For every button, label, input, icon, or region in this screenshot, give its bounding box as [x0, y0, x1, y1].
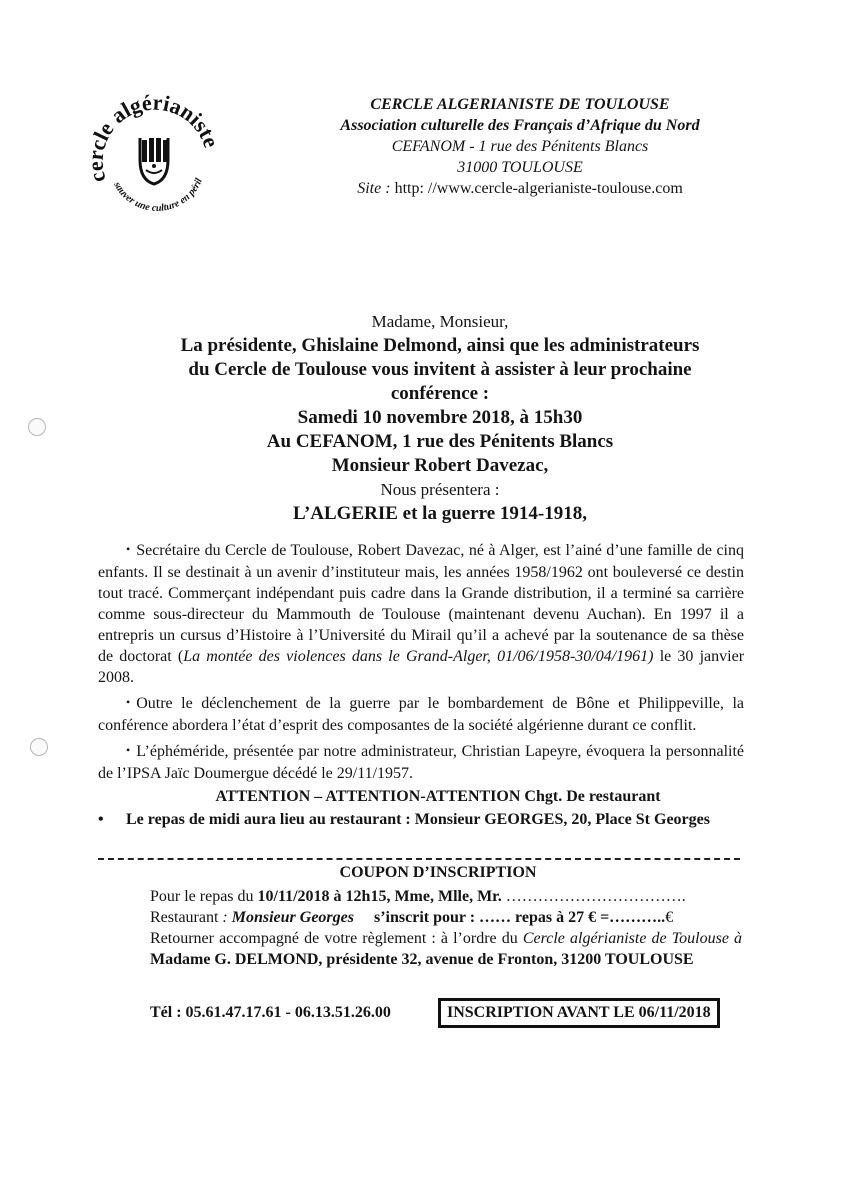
coupon-title: COUPON D’INSCRIPTION [339, 864, 537, 881]
letterhead [260, 94, 780, 199]
event-place: Au CEFANOM, 1 rue des Pénitents Blancs [266, 431, 614, 452]
bullet-icon: • [126, 743, 131, 757]
restaurant-notice-text: Le repas de midi aura lieu au restaurant : Monsieur GEORGES, 20, Place St Georges [126, 811, 710, 828]
speaker-bio-paragraph [98, 540, 744, 688]
hamsa-hand-icon [140, 138, 168, 184]
logo-arc-bottom-text: sauver une culture en péril [111, 176, 205, 215]
logo-arc-top-text: cercle algérianiste [82, 89, 225, 186]
svg-text:cercle algérianiste [82, 90, 224, 186]
restaurant-notice [98, 810, 744, 830]
website-url[interactable]: http: //www.cercle-algerianiste-toulouse.com [394, 180, 683, 197]
invitation-line-1: La présidente, Ghislaine Delmond, ainsi que les administrateurs [180, 335, 700, 356]
event-speaker: Monsieur Robert Davezac, [331, 455, 549, 476]
meal-names: Mme, Mlle, Mr. [394, 888, 502, 905]
invitation-block [120, 310, 760, 526]
event-date: Samedi 10 novembre 2018, à 15h30 [297, 407, 583, 428]
bullet-icon: • [126, 542, 131, 556]
return-instructions: Retourner accompagné de votre règlement : à l’ordre du Cercle algérianiste de Toulouse à Madame G. DELMOND, présidente 32, avenue de Fronton, 31200 TOULOUSE [150, 930, 743, 968]
phone-numbers: Tél : 05.61.47.17.61 - 06.13.51.26.00 [150, 1004, 391, 1021]
thesis-title: La montée des violences dans le Grand-Alger, 01/06/1958-30/04/1961) [183, 648, 654, 665]
meal-row: Pour le repas du 10/11/2018 à 12h15, Mme, Mlle, Mr. ……………………………. [150, 888, 686, 905]
event-topic: L’ALGERIE et la guerre 1914-1918, [293, 503, 587, 524]
bio-text: Secrétaire du Cercle de Toulouse, Robert Davezac, né à Alger, est l’ainé d’une famille de cinq enfants. Il se destinait à un avenir d’instituteur mais, les années 1958/1962 ont bouleversé ce destin tout tracé. Commerçant indépendant puis cadre dans la Grande distribution, il a terminé sa carrière comme sous-directeur du Mammouth de Toulouse (maintenant devenu Auchan). En 1997 il a entrepris un cursus d’Histoire à l’Université du Mirail qu’il a achevé par la soutenance de sa thèse de doctorat ( [98, 542, 744, 665]
bullet-icon: • [98, 811, 104, 828]
ephemeris-paragraph: • L’éphéméride, présentée par notre administrateur, Christian Lapeyre, évoquera la personnalité de l’IPSA Jaïc Doumergue décédé le 29/11/1957. [98, 743, 744, 782]
invitation-line-2: du Cercle de Toulouse vous invitent à assister à leur prochaine [188, 359, 692, 380]
restaurant-name: Monsieur Georges [231, 909, 354, 926]
restaurant-row: Restaurant : Monsieur Georges s’inscrit pour : …… repas à 27 € =………..€ [150, 909, 674, 926]
presents-line: Nous présentera : [380, 480, 500, 499]
conference-topic-paragraph: • Outre le déclenchement de la guerre par le bombardement de Bône et Philippeville, la conférence abordera l’état d’esprit des composantes de la société algérienne durant ce conflit. [98, 695, 744, 734]
register-count-field[interactable]: s’inscrit pour : …… repas à 27 € =……….. [373, 909, 666, 926]
meal-date: 10/11/2018 à 12h15, [257, 888, 391, 905]
association-address: CEFANOM - 1 rue des Pénitents Blancs [391, 138, 649, 155]
name-field[interactable]: ……………………………. [505, 888, 686, 905]
registration-deadline-box: INSCRIPTION AVANT LE 06/11/2018 [438, 998, 720, 1028]
punch-hole-bottom [30, 738, 48, 756]
association-subtitle: Association culturelle des Français d’Afrique du Nord [340, 117, 700, 134]
cercle-algerianiste-logo [78, 80, 228, 230]
website-line [260, 178, 780, 199]
punch-hole-top [28, 418, 46, 436]
cut-line-divider [98, 858, 740, 860]
registration-coupon [150, 886, 742, 970]
return-address: Madame G. DELMOND, présidente 32, avenue de Fronton, 31200 TOULOUSE [150, 951, 694, 968]
invitation-line-3: conférence : [390, 383, 490, 404]
bio-text-end: le 30 janvier 2008. [98, 648, 745, 686]
website-label: Site : [357, 180, 391, 197]
description-body [98, 540, 744, 789]
association-city: 31000 TOULOUSE [457, 159, 583, 176]
greeting: Madame, Monsieur, [371, 312, 509, 331]
association-title: CERCLE ALGERIANISTE DE TOULOUSE [370, 96, 670, 113]
attention-title: ATTENTION – ATTENTION-ATTENTION Chgt. De restaurant [215, 788, 661, 805]
bullet-icon: • [126, 695, 131, 709]
